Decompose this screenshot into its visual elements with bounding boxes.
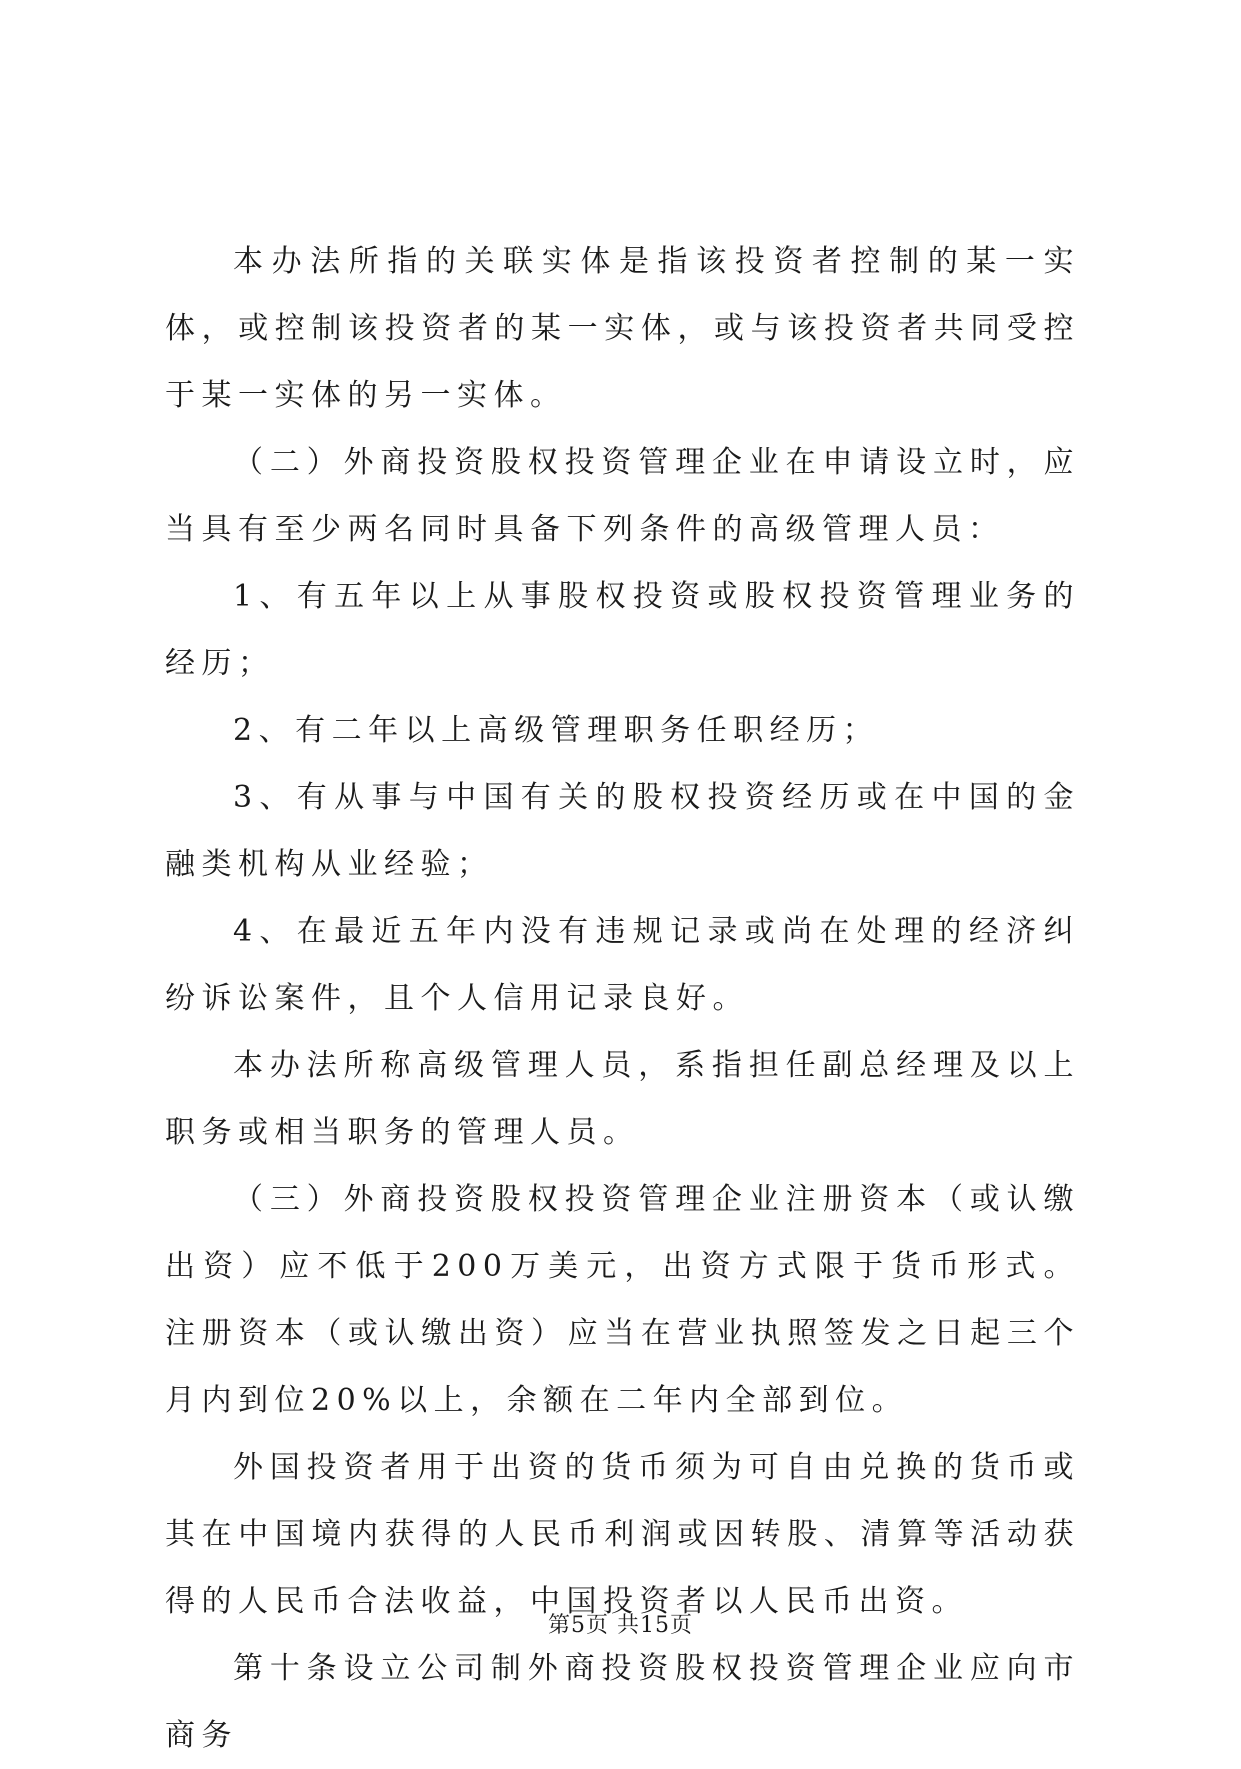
paragraph-currency-contribution: 外国投资者用于出资的货币须为可自由兑换的货币或其在中国境内获得的人民币利润或因转股、清算等活动获得的人民币合法收益，中国投资者以人民币出资。	[165, 1450, 1080, 1619]
paragraph-related-entity-definition: 本办法所指的关联实体是指该投资者控制的某一实体，或控制该投资者的某一实体，或与该投资者共同受控于某一实体的另一实体。	[165, 244, 1080, 413]
paragraph-condition-1: 1、有五年以上从事股权投资或股权投资管理业务的经历；	[165, 579, 1080, 681]
paragraph-condition-2: 2、有二年以上高级管理职务任职经历；	[233, 713, 880, 748]
paragraph-registered-capital: （三）外商投资股权投资管理企业注册资本（或认缴出资）应不低于200万美元，出资方式限于货币形式。注册资本（或认缴出资）应当在营业执照签发之日起三个月内到位20%以上，余额在二年内全部到位。	[165, 1182, 1080, 1418]
page-footer: 第5页 共15页	[548, 1613, 693, 1638]
paragraph-senior-management-definition: 本办法所称高级管理人员，系指担任副总经理及以上职务或相当职务的管理人员。	[165, 1048, 1080, 1150]
paragraph-condition-3: 3、有从事与中国有关的股权投资经历或在中国的金融类机构从业经验；	[165, 780, 1080, 882]
document-body	[165, 228, 1080, 1769]
paragraph-senior-management-requirement: （二）外商投资股权投资管理企业在申请设立时，应当具有至少两名同时具备下列条件的高级管理人员：	[165, 445, 1080, 547]
paragraph-article-10: 第十条设立公司制外商投资股权投资管理企业应向市商务	[165, 1651, 1080, 1753]
paragraph-condition-4: 4、在最近五年内没有违规记录或尚在处理的经济纠纷诉讼案件，且个人信用记录良好。	[165, 914, 1080, 1016]
